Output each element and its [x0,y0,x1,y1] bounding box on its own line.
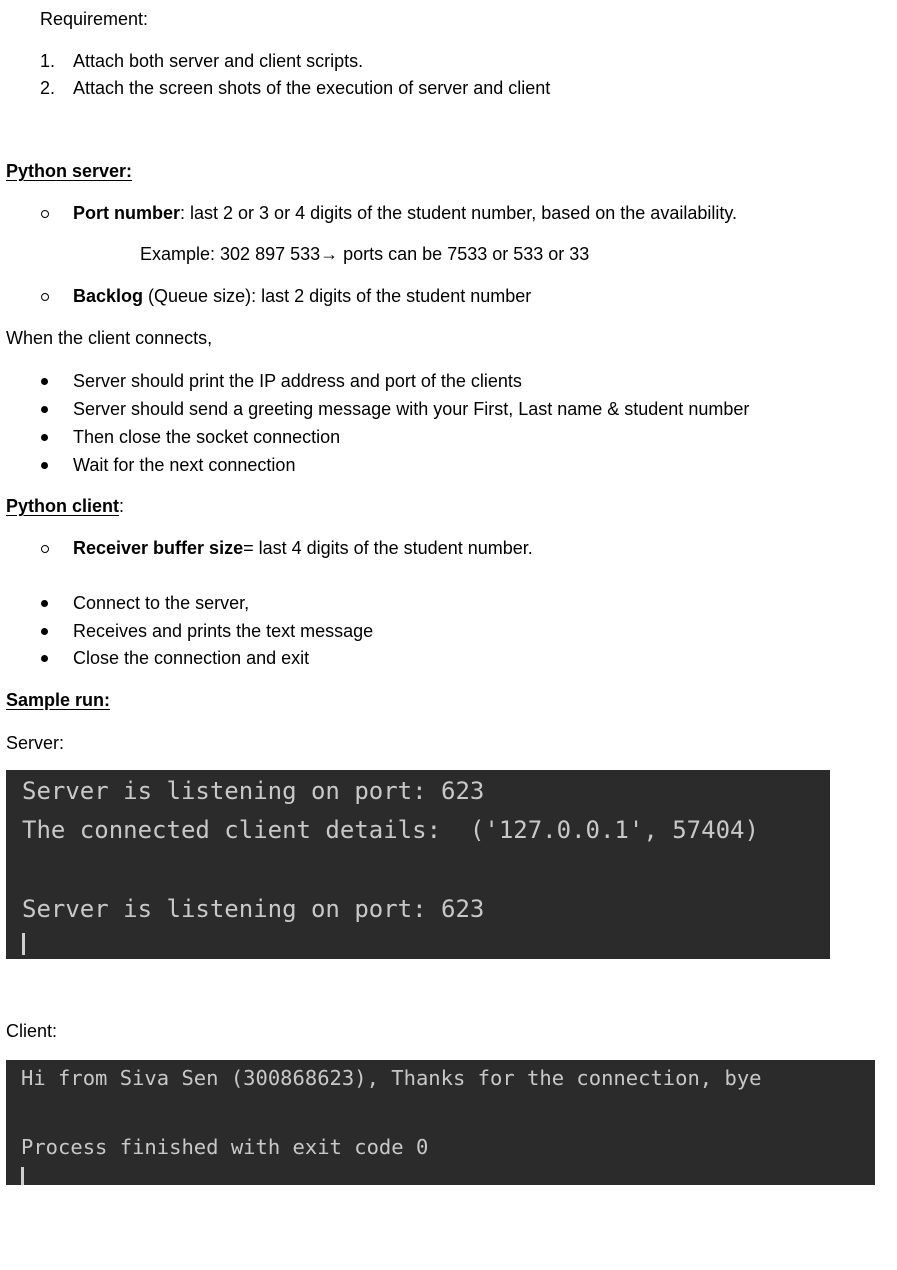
list-number: 2. [40,78,56,98]
bullet-icon [41,434,48,441]
server-section-heading: Python server: [6,161,133,181]
circle-bullet-icon [41,545,49,553]
backlog-text: (Queue size): last 2 digits of the student number [143,286,532,306]
circle-bullet-icon [41,293,49,301]
list-item: Receives and prints the text message [73,621,374,641]
list-item: Close the connection and exit [73,648,310,668]
client-section-heading-line [6,496,124,517]
backlog-line [73,286,531,307]
port-number-line [73,203,737,224]
bullet-icon [41,462,48,469]
client-section-heading: Python client [6,496,120,516]
buffer-size-line [73,538,533,559]
bullet-icon [41,378,48,385]
bullet-icon [41,655,48,662]
terminal-line: The connected client details: ('127.0.0.1', 57404) [22,816,759,844]
list-number: 1. [40,51,56,71]
requirement-heading: Requirement: [40,9,149,29]
server-terminal [6,770,830,959]
backlog-label: Backlog [73,286,144,306]
client-label: Client: [6,1021,58,1041]
text-cursor-icon [22,933,25,955]
client-terminal [6,1060,875,1185]
client-heading-colon: : [119,496,125,516]
list-item: Server should print the IP address and port of the clients [73,371,522,391]
when-client-connects-text: When the client connects, [6,328,213,348]
terminal-line: Process finished with exit code 0 [21,1135,429,1159]
sample-run-heading: Sample run: [6,690,111,710]
bullet-icon [41,628,48,635]
text-cursor-icon [21,1167,24,1185]
server-label: Server: [6,733,65,753]
list-item: Connect to the server, [73,593,250,613]
bullet-icon [41,600,48,607]
list-item: Server should send a greeting message with your First, Last name & student number [73,399,750,419]
terminal-line: Server is listening on port: 623 [22,777,485,805]
bullet-icon [41,406,48,413]
buffer-size-label: Receiver buffer size [73,538,244,558]
list-item: Attach both server and client scripts. [73,51,364,71]
port-example: Example: 302 897 533→ ports can be 7533 or 533 or 33 [140,244,590,264]
buffer-size-text: = last 4 digits of the student number. [243,538,533,558]
terminal-line: Server is listening on port: 623 [22,895,485,923]
circle-bullet-icon [41,210,49,218]
list-item: Attach the screen shots of the execution of server and client [73,78,551,98]
terminal-line: Hi from Siva Sen (300868623), Thanks for the connection, bye [21,1066,762,1090]
list-item: Wait for the next connection [73,455,296,475]
port-number-label: Port number [73,203,181,223]
port-number-text: : last 2 or 3 or 4 digits of the student number, based on the availability. [180,203,738,223]
list-item: Then close the socket connection [73,427,341,447]
